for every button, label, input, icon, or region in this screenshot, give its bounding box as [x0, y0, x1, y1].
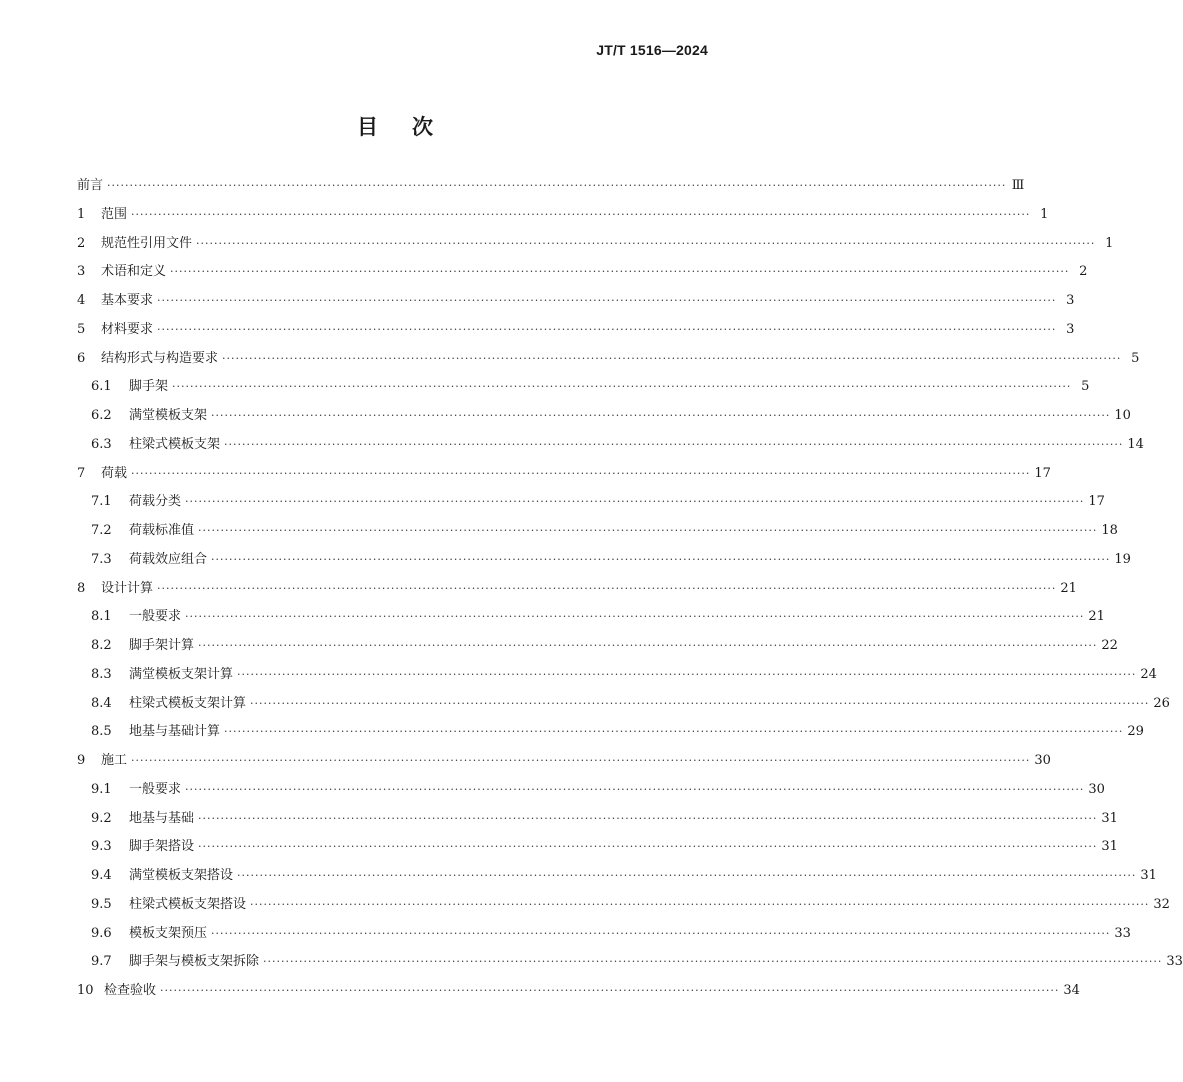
toc-entry-label: 术语和定义	[101, 264, 167, 280]
toc-entry-number: 3	[77, 264, 86, 280]
toc-entry-label: 脚手架	[129, 379, 169, 395]
toc-entry-label: 脚手架计算	[129, 638, 195, 653]
toc-entry-label: 满堂模板支架计算	[129, 666, 234, 682]
toc-entry-page: 33	[1114, 925, 1131, 941]
toc-entry[interactable]	[77, 230, 1114, 259]
toc-entry-page: 21	[1088, 609, 1105, 625]
toc-entry[interactable]	[77, 661, 1157, 690]
toc-entry-page: 5	[1131, 350, 1140, 366]
toc-dot-leader: ········································································································································································································	[250, 897, 1150, 911]
toc-entry-number: 7.3	[91, 551, 112, 567]
toc-dot-leader: ········································································································································································································	[263, 955, 1163, 969]
toc-entry-number: 8	[77, 580, 86, 596]
toc-entry-label: 范围	[101, 206, 128, 222]
toc-entry-number: 9.2	[91, 810, 112, 826]
toc-entry-number: 9.6	[91, 925, 112, 941]
toc-entry-page: 19	[1114, 551, 1131, 567]
toc-entry-page: 17	[1034, 465, 1051, 481]
toc-entry-page: 14	[1127, 436, 1144, 452]
toc-entry-number: 9.4	[91, 868, 112, 883]
toc-entry-number: 4	[77, 293, 86, 308]
toc-entry-page: 3	[1066, 293, 1075, 308]
toc-dot-leader: ········································································································································································································	[157, 294, 1057, 307]
toc-entry-label: 荷载分类	[129, 494, 182, 510]
toc-entry[interactable]	[77, 488, 1105, 517]
toc-dot-leader: ········································································································································································································	[198, 524, 1098, 537]
toc-entry[interactable]	[77, 776, 1105, 805]
toc-entry-number: 7.1	[91, 494, 112, 510]
toc-entry-page: 32	[1153, 896, 1170, 912]
toc-entry[interactable]	[77, 258, 1088, 287]
toc-entry[interactable]	[77, 891, 1170, 920]
toc-entry-label: 施工	[101, 753, 128, 768]
toc-entry-number: 7.2	[91, 523, 112, 538]
toc-entry[interactable]	[77, 575, 1077, 604]
toc-entry-page: 26	[1153, 695, 1170, 711]
toc-dot-leader: ········································································································································································································	[185, 782, 1085, 796]
toc-entry-page: 31	[1140, 868, 1157, 883]
toc-dot-leader: ········································································································································································································	[237, 667, 1137, 681]
toc-entry-number: 8.5	[91, 724, 112, 740]
toc-entry[interactable]	[77, 431, 1144, 460]
toc-entry-label: 一般要求	[129, 781, 182, 797]
toc-entry[interactable]	[77, 201, 1049, 230]
toc-dot-leader: ········································································································································································································	[237, 869, 1137, 882]
toc-entry-label: 基本要求	[101, 293, 154, 308]
toc-entry[interactable]	[77, 316, 1075, 345]
toc-entry-number: 5	[77, 321, 86, 337]
toc-title: 目次	[357, 115, 467, 139]
toc-dot-leader: ········································································································································································································	[224, 437, 1124, 451]
toc-entry-page: 30	[1088, 781, 1105, 797]
toc-dot-leader: ········································································································································································································	[211, 926, 1111, 940]
toc-entry[interactable]	[77, 690, 1170, 719]
toc-entry-page: 22	[1101, 638, 1118, 653]
toc-entry-number: 7	[77, 465, 86, 481]
toc-dot-leader: ········································································································································································································	[222, 351, 1122, 365]
toc-dot-leader: ········································································································································································································	[198, 840, 1098, 854]
toc-entry[interactable]	[77, 345, 1140, 374]
toc-entry[interactable]	[77, 373, 1090, 402]
toc-entry-page: 3	[1066, 321, 1075, 337]
toc-entry-number: 9.5	[91, 896, 112, 912]
toc-dot-leader: ········································································································································································································	[198, 639, 1098, 652]
toc-entry-label: 一般要求	[129, 609, 182, 625]
toc-entry-number: 10	[77, 983, 94, 998]
toc-entry-number: 9	[77, 753, 86, 768]
toc-entry-page: 34	[1063, 983, 1080, 998]
toc-dot-leader: ········································································································································································································	[250, 696, 1150, 710]
toc-dot-leader: ········································································································································································································	[185, 610, 1085, 624]
toc-dot-leader: ········································································································································································································	[211, 552, 1111, 566]
toc-entry-number: 8.1	[91, 609, 112, 625]
toc-entry-page: 1	[1040, 206, 1049, 222]
toc-entry[interactable]	[77, 172, 1025, 201]
toc-entry[interactable]	[77, 805, 1118, 834]
toc-dot-leader: ········································································································································································································	[170, 265, 1070, 279]
toc-dot-leader: ········································································································································································································	[107, 179, 1007, 192]
toc-entry-number: 9.3	[91, 839, 112, 855]
toc-entry-page: Ⅲ	[1011, 178, 1025, 193]
toc-entry-label: 荷载	[101, 465, 128, 481]
toc-entry-page: 5	[1081, 379, 1090, 395]
toc-entry-label: 前言	[77, 178, 104, 193]
toc-entry-label: 材料要求	[101, 321, 154, 337]
toc-entry-label: 满堂模板支架搭设	[129, 868, 234, 883]
toc-dot-leader: ········································································································································································································	[157, 581, 1057, 595]
toc-entry-number: 8.3	[91, 666, 112, 682]
toc-entry-page: 29	[1127, 724, 1144, 740]
toc-entry-number: 2	[77, 235, 86, 251]
toc-entry-number: 6.1	[91, 379, 112, 395]
toc-dot-leader: ········································································································································································································	[131, 466, 1031, 480]
toc-entry-page: 17	[1088, 494, 1105, 510]
toc-dot-leader: ········································································································································································································	[185, 495, 1085, 509]
toc-entry-label: 结构形式与构造要求	[101, 350, 219, 366]
toc-entry-label: 柱梁式模板支架搭设	[129, 896, 247, 912]
toc-entry[interactable]	[77, 833, 1118, 862]
toc-entry-page: 33	[1166, 954, 1183, 970]
toc-entry-label: 脚手架搭设	[129, 839, 195, 855]
toc-dot-leader: ········································································································································································································	[172, 380, 1072, 394]
table-of-contents	[77, 172, 1183, 1006]
toc-entry-page: 21	[1060, 580, 1077, 596]
toc-entry[interactable]	[77, 862, 1157, 891]
toc-dot-leader: ········································································································································································································	[211, 409, 1111, 422]
toc-entry-page: 24	[1140, 666, 1157, 682]
toc-entry-label: 柱梁式模板支架计算	[129, 695, 247, 711]
toc-entry-label: 荷载标准值	[129, 523, 195, 538]
toc-entry-label: 规范性引用文件	[101, 235, 193, 251]
toc-entry[interactable]	[77, 920, 1131, 949]
toc-entry-number: 6.3	[91, 436, 112, 452]
toc-entry-page: 2	[1079, 264, 1088, 280]
toc-dot-leader: ········································································································································································································	[198, 811, 1098, 825]
toc-entry[interactable]	[77, 460, 1051, 489]
toc-entry[interactable]	[77, 632, 1118, 661]
toc-entry-page: 31	[1101, 839, 1118, 855]
toc-entry[interactable]	[77, 287, 1075, 316]
toc-entry-number: 9.7	[91, 954, 112, 970]
toc-entry-label: 柱梁式模板支架	[129, 436, 221, 452]
toc-entry[interactable]	[77, 948, 1183, 977]
toc-dot-leader: ········································································································································································································	[131, 754, 1031, 767]
toc-entry-label: 地基与基础	[129, 810, 195, 826]
toc-entry-number: 6	[77, 350, 86, 366]
toc-entry-number: 9.1	[91, 781, 112, 797]
toc-entry[interactable]	[77, 747, 1051, 776]
toc-entry-label: 模板支架预压	[129, 925, 208, 941]
toc-entry[interactable]	[77, 546, 1131, 575]
toc-entry-page: 1	[1105, 235, 1114, 251]
toc-entry-number: 6.2	[91, 408, 112, 423]
toc-entry-page: 31	[1101, 810, 1118, 826]
toc-entry[interactable]	[77, 402, 1131, 431]
toc-entry-label: 满堂模板支架	[129, 408, 208, 423]
toc-entry-number: 8.2	[91, 638, 112, 653]
toc-entry[interactable]	[77, 517, 1118, 546]
document-code: JT/T 1516—2024	[596, 42, 708, 58]
toc-entry-label: 检查验收	[104, 983, 157, 998]
toc-dot-leader: ········································································································································································································	[196, 236, 1096, 250]
toc-entry-label: 设计计算	[101, 580, 154, 596]
toc-entry[interactable]	[77, 603, 1105, 632]
toc-dot-leader: ········································································································································································································	[160, 984, 1060, 997]
toc-entry-label: 地基与基础计算	[129, 724, 221, 740]
toc-entry-label: 荷载效应组合	[129, 551, 208, 567]
toc-entry[interactable]	[77, 977, 1080, 1006]
toc-entry-page: 10	[1114, 408, 1131, 423]
toc-entry-number: 8.4	[91, 695, 112, 711]
toc-entry[interactable]	[77, 718, 1144, 747]
toc-dot-leader: ········································································································································································································	[224, 725, 1124, 739]
toc-entry-label: 脚手架与模板支架拆除	[129, 954, 260, 970]
toc-entry-page: 30	[1034, 753, 1051, 768]
toc-dot-leader: ········································································································································································································	[157, 322, 1057, 336]
toc-entry-page: 18	[1101, 523, 1118, 538]
toc-entry-number: 1	[77, 206, 86, 222]
toc-dot-leader: ········································································································································································································	[131, 207, 1031, 221]
